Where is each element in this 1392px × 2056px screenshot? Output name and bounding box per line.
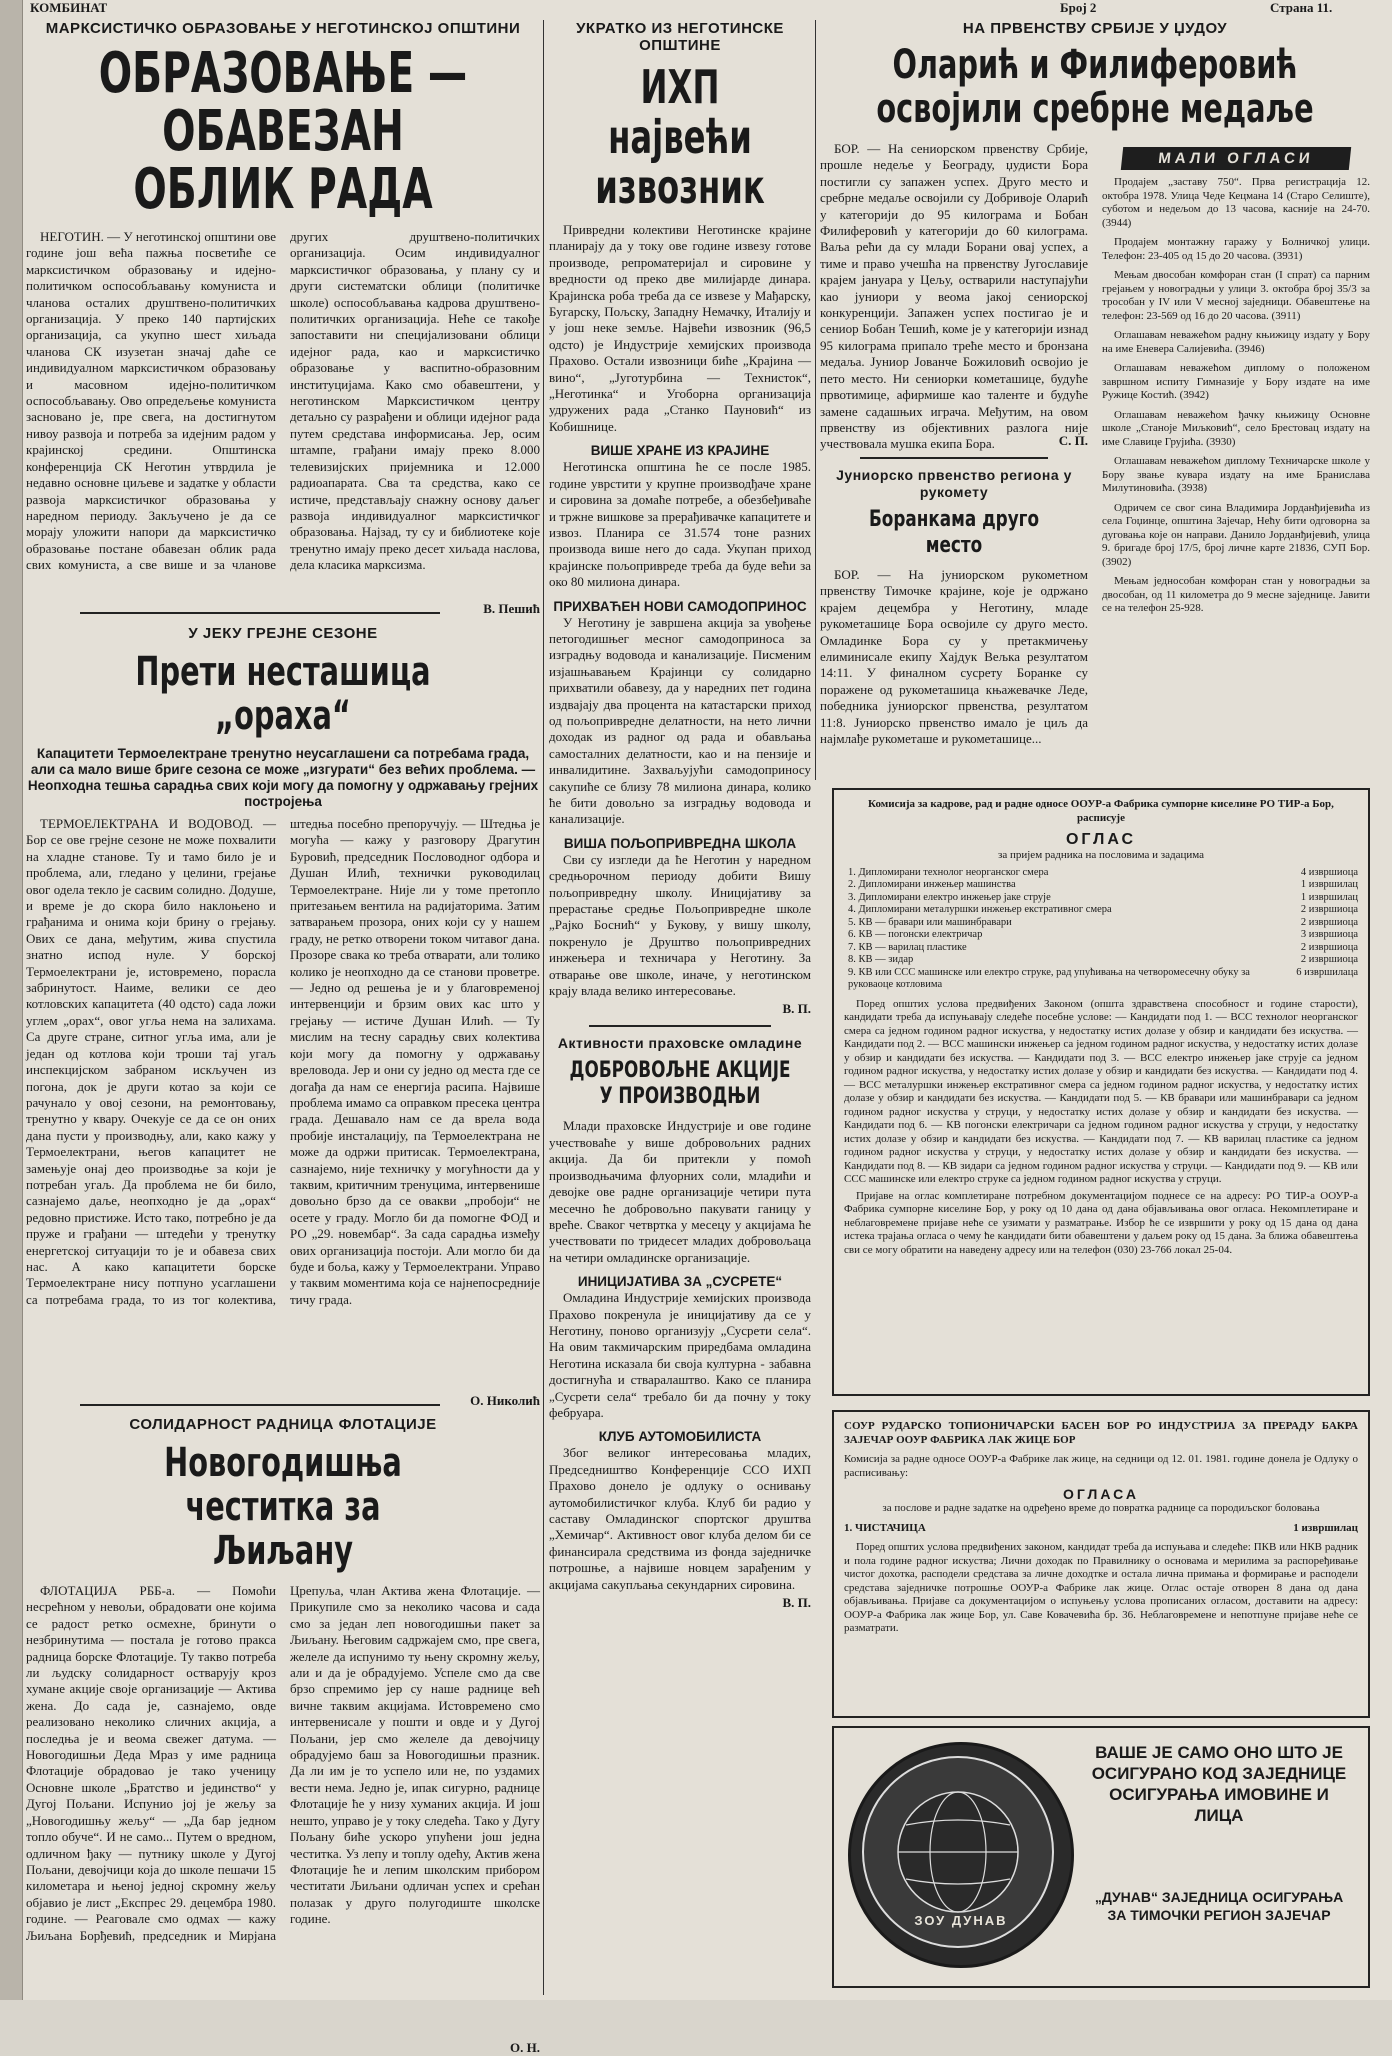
body-text: Привредни колективи Неготинске крајине планирају да у току ове године извезу готове производе, репроматеријал и сировине у вредности од преко две милијарде динара. Крајинска роба треба да се извезе у Мађарску, Бугарску, Пољску, Западну Немачку, Италију и у још неке земље. Највећи извозник (96,5 одсто) је Индустрије хемијских производа Прахово. Остали извозници биће „Крајина — вино“, „Југотурбина — Технисток“, „Неготинка“ и Угоборна организација удружених рада „Станко Пауновић“ из Кобишнице. bbox=[549, 222, 811, 434]
ad-conditions bbox=[844, 998, 1358, 1187]
kicker: Активности праховске омладине bbox=[557, 1035, 803, 1052]
masthead: КОМБИНАТ bbox=[30, 0, 108, 15]
position-label: 9. КВ или ССС машинске или електро струке, рад упућивања на четворомесечну обуку за руковаоце котловима bbox=[848, 966, 1250, 990]
issue-number: Број 2 bbox=[1060, 0, 1097, 15]
position-label: 1. ЧИСТАЧИЦА bbox=[844, 1521, 926, 1534]
position-label: 8. КВ — зидар bbox=[848, 954, 914, 965]
article-export bbox=[549, 20, 811, 435]
kicker: У ЈЕКУ ГРЕЈНЕ СЕЗОНЕ bbox=[188, 625, 378, 642]
classified-item: Мењам једнособан комфоран стан у новоградњи за двособан, од 11 километра до 9 месне заједнице. Јавити се на телефон 25-928. bbox=[1102, 575, 1370, 614]
body-text: БОР. — На сениорском првенству Србије, прошле недеље у Београду, џудисти Бора постигли су запажен успех. Друго место и сребрне медаље освојили су Добривоје Оларић у категорији до 95 килограма и Бобан Филиферовић у категорији до 60 килограма. Ваља рећи да су млади Борани овај успех, а тиме и право учешћа на првенству Југославије крајем јануара у Цељу, остварили наступајући као јуниори у веома јакој сениорској конкуренцији. Запажен успех постигао је и сениор Бобан Тешић, коме је у категорији изнад 95 килограма припало треће место и бронзана медаља. Јуниор Јованче Божиловић освојио је пето место. Ни сениорки кометашице, будуће првотимице, афирмише као таленте и будуће замене садашњих играча. Међутим, на овом првенству из објективних разлога није учествовала мушка екипа Бора. bbox=[820, 141, 1088, 452]
signature: О. Н. bbox=[510, 2040, 540, 2055]
position-count: 1 извршилац bbox=[1300, 891, 1358, 903]
headline: Оларић и Филиферовић освојили сребрне медаље bbox=[876, 42, 1314, 132]
article-initiative bbox=[549, 1274, 811, 1421]
classifieds-title: МАЛИ ОГЛАСИ bbox=[1121, 147, 1351, 170]
position-label: 7. КВ — варилац пластике bbox=[848, 941, 967, 953]
sports-column bbox=[820, 141, 1088, 762]
article-youth bbox=[549, 1035, 811, 1266]
body-text: НЕГОТИН. — У неготинској општини ове године још већа пажња посветиће се марксистичком образовању и идејно-политичком оспособљавању комуниста и чланова осталих друштвено-политичких организација. У преко 140 партијских организација, са укупно шест хиљада чланова СК изузетан значај даће се индивидуалном марксистичком образовању и масовном идејно-политичком оспособљавању. Ово опредељење комуниста засновано је, пре свега, на достигнутом нивоу развоја и потреба за идејним радом у крајинској средини. Општинска конференција СК Неготин утврдила је недавно основне циљеве и задатке у области развоја марксистичког образовања у наредном периоду. Закључено је да се морају уложити напори да марксистичко образовање постане обавезан облик рада свих комуниста, а све више и за чланове других друштвено-политичких организација. Осим индивидуалног марксистичког образовања, у плану су и други систематски облици (политичке школе) оспособљавања кадрова друштвено-политичких организација. Неће се такође запоставити ни специјализовани облици идејног рада, као и марксистичко образовање у васпитно-образовним институцијама. Како смо обавештени, у неготинском Марксистичком центру детаљно су разрађени и облици идејног рада путем средстава информисања. Јер, осим штампе, грађани имају преко 8.000 телевизијских пријемника и 12.000 радиоапарата. Сва та средства, како се истиче, представљају снажну основу даљег развоја индивидуалног марксистичког образовања. Најзад, ту су и библиотеке које тренутно имају преко десет хиљада наслова, дела класика марксизма. bbox=[26, 229, 540, 573]
position-count: 3 извршиоца bbox=[1300, 929, 1358, 940]
headline: ИХП највећи извозник bbox=[595, 60, 765, 214]
job-ad-sulfuric bbox=[832, 788, 1370, 1396]
binding-edge bbox=[0, 0, 23, 2000]
ad-headline: ВАШЕ ЈЕ САМО ОНО ШТО ЈЕ ОСИГУРАНО КОД ЗАЈЕДНИЦЕ ОСИГУРАЊА ИМОВИНЕ И ЛИЦА bbox=[1091, 1743, 1347, 1825]
right-top bbox=[820, 20, 1370, 790]
section-title: КЛУБ АУТОМОБИЛИСТА bbox=[598, 1429, 762, 1445]
headline: Новогодишња честитка за Љиљану bbox=[164, 1440, 402, 1574]
headline: Боранкама друго место bbox=[868, 507, 1040, 558]
job-ad-wire bbox=[832, 1410, 1370, 1718]
article-heating bbox=[26, 625, 540, 1410]
article-body bbox=[549, 1445, 811, 1593]
article-body bbox=[26, 229, 540, 599]
position-label: 2. Дипломирани инжењер машинства bbox=[848, 879, 1016, 890]
ad-footer: „ДУНАВ“ ЗАЈЕДНИЦА ОСИГУРАЊА ЗА ТИМОЧКИ РЕГИОН ЗАЈЕЧАР bbox=[1094, 1889, 1344, 1923]
kicker: НА ПРВЕНСТВУ СРБИЈЕ У ЏУДОУ bbox=[962, 20, 1228, 37]
position-count: 2 извршиоца bbox=[1300, 916, 1358, 928]
body-text: Поред општих услова предвиђених законом, кандидат треба да испуњава и следеће: ПКВ или НКВ радник и пола године радног искуства; Лични доходак по Правилнику о основама и мерилима за распоређивање чистог дохотка, расподели средстава за личне доходтке и остала лична примања и формирање и расподели средстава заједничке потрошње ООУР-а Фабрике лак жице. Оглас остаје отворен 8 дана од дана објављивања. Пријаве са документацијом о испуњењу услова прописаних огласом, доставити на адресу: ООУР-а Фабрика лак жице Бор, ул. Саве Ковачевића бр. 36. Неблаговремене и непотпуне пријаве неће се разматрати. bbox=[844, 1541, 1358, 1634]
position-label: 3. Дипломирани електро инжењер јаке струје bbox=[848, 891, 1051, 903]
article-greeting bbox=[26, 1416, 540, 2055]
position-count: 4 извршиоца bbox=[1300, 866, 1358, 878]
ad-subtitle: за послове и радне задатке на одређено време до повратка раднице са породиљског боловања bbox=[882, 1502, 1320, 1514]
position-count: 2 извршиоца bbox=[1300, 904, 1358, 915]
article-body bbox=[26, 816, 540, 1391]
divider bbox=[80, 1404, 440, 1406]
subhead: Капацитети Термоелектране тренутно неусаглашени са потребама града, али са мало више бриге сезона се може „изгурати“ без већих проблема. — Неопходна тешња сарадња свих који могу да помогну у одржавању грејних постројења bbox=[27, 746, 539, 809]
classified-item: Оглашавам неважећом радну књижицу издату у Бору на име Еневера Салијевића. (3946) bbox=[1102, 329, 1370, 355]
body-text: БОР. — На јуниорском рукометном првенству Тимочке крајине, које је одржано крајем децембра у Неготину, младе рукометашице Бора освојиле су друго место. Омладинке Бора су у претакмичењу елиминисале екипу Хајдук Вељка резултатом 14:11. У финалном сусрету Боранке су поражене од рукометашица књажевачке Леде, победника јуниорског првенства, резултатом 11:8. Јуниорско првенство имало је циљ да најмлађе рукометаше и рукометашице... bbox=[820, 567, 1088, 747]
classifieds-column bbox=[1102, 141, 1370, 762]
position-item bbox=[848, 954, 1358, 967]
ad-body bbox=[844, 1541, 1358, 1636]
position-list bbox=[844, 867, 1358, 992]
body-text: Неготинска општина ће се после 1985. године уврстити у крупне производђаче хране и сировина за домаће потребе, а обезбеђиваће и тржне вишкове за прерађивачке капацитете и извоз. Планира се 31.574 тоне разних производа више него до сада. Укупан приход крајинске пољопривреде треба да буде већи за око 80 милиона динара. bbox=[549, 459, 811, 590]
right-columns bbox=[820, 141, 1370, 762]
article-school bbox=[549, 836, 811, 1018]
article-body bbox=[549, 222, 811, 435]
insurance-ad bbox=[832, 1726, 1370, 1988]
footer-text: Пријаве на оглас комплетиране потребном документацијом поднесе се на адресу: РО ТИР-а ООУР-а Фабрика сумпорне киселине Бор, у року од 10 дана од дана објављивања овог огласа. Некомплетиране и неблаговремене пријаве неће се узимати у разматрање. Избор ће се извршити у року од 15 дана од дана истека трајања огласа о чему ће кандидати бити обавештени у даљем року од 15 дана. За ближа обавештења сви се могу обратити на наведену адресу или на телефон (030) 23-766 локал 25-04. bbox=[844, 1189, 1358, 1256]
position-label: 6. КВ — погонски електричар bbox=[848, 929, 983, 940]
conditions-text: Поред општих услова предвиђених Законом (општа здравствена способност и године старости), кандидати треба да испуњавају следеће посебне услове: — Кандидати под 1. — ВСС технолог неорганског смера са једном годином радног искуства, у недостатку истих долазе у обзир и кандидати без искуства. — Кандидати под 2. — ВСС машински инжењер са једном годином радног искуства, у недостатку истих долазе у обзир и кандидати без искуства. — Кандидати под 3. — ВСС електро инжењер јаке струје са једном годином радног искуства, у недостатку истих долазе у обзир и кандидати без искуства. — Кандидати под 4. — ВСС металуршки инжењер екстративног смера са једном годином радног искуства, у недостатку истих долазе у обзир и кандидати без искуства. — Кандидати под 5. — КВ бравари или машинбравари са једном годином радног искуства у струци, у недостатку истих долазе у обзир и кандидати без искуства. — Кандидати под 6. — КВ погонски електричари са једном годином радног искуства у струци, у недостатку истих долазе у обзир и кандидати без искуства. — Кандидати под 7. — КВ варилац пластике са једном годином радног искуства у струци, у недостатку истих долазе у обзир и кандидати без искуства. — Кандидати под 8. — КВ зидари са једном годином радног искуства у струци. — Кандидати под 9. — КВ или ССС машинске или електро струке са једном годином радног искуства у струци. bbox=[844, 997, 1358, 1185]
body-text: У Неготину је завршена акција за увођење петогодишњег месног самодоприноса за изградњу водовода и канализације. Писменим изјашњавањем Крајинци су солидарно прихватили обавезу, да у наредних пет година издвајају два процента на катастарски приход од пољопривредне делатности, на нето лични доходак из радног од рада и обављања самосталних делатности, као и на пензије и инвалидитине. Захваљујући самодоприносу сакупиће се близу 78 милиона динара, колико ће бити довољно за изградњу водовода и канализације. bbox=[549, 614, 811, 827]
classified-item: Продајем монтажну гаражу у Болничкој улици. Телефон: 23-405 од 15 до 20 часова. (3931) bbox=[1102, 236, 1370, 262]
article-body bbox=[820, 567, 1088, 762]
article-selfcontribution bbox=[549, 599, 811, 828]
body-text: Млади праховске Индустрије и ове године учествоваће у више добровољних радних акција. Да би притекли у помоћ производњачима флуорних соли, младићи и девојке ове радне организације четири пута месечно ће добровољно пакувати ганицу у вреће. Сваког четвртка у месецу у акцијама ће учествовати по тридесет младих добровољаца на четири омладинске организације. bbox=[549, 1118, 811, 1265]
classified-item: Мењам двособан комфоран стан (I спрат) са парним грејањем у новоградњи у улици 3. октобра број 35/3 за трособан у IV или V месној заједници. Обавештење на телефон: 23-569 од 16 до 20 часова. (3911) bbox=[1102, 269, 1370, 322]
position-item bbox=[848, 892, 1358, 905]
article-body bbox=[549, 852, 811, 1000]
position-item bbox=[848, 942, 1358, 955]
body-text: Омладина Индустрије хемијских производа Прахово покренула је иницијативу да се у Неготину, поново организују „Сусрети села“. На овим такмичарским приредбама омладина Неготина исказала би своја културна - забавна достигнућа и стваралаштво. Како се планира „Сусрети села“ требало би да почну у току фебруара. bbox=[549, 1290, 811, 1420]
divider bbox=[80, 612, 440, 614]
signature: С. П. bbox=[1058, 433, 1088, 448]
divider bbox=[860, 457, 1048, 459]
article-body bbox=[549, 1290, 811, 1421]
section-title: ВИША ПОЉОПРИВРЕДНА ШКОЛА bbox=[563, 835, 797, 851]
signature: В. П. bbox=[782, 1001, 811, 1017]
article-body bbox=[820, 141, 1088, 452]
article-body bbox=[549, 1118, 811, 1266]
headline: ОБРАЗОВАЊЕ — ОБАВЕЗАН ОБЛИК РАДА bbox=[98, 41, 468, 222]
headline: ДОБРОВОЉНЕ АКЦИЈЕ У ПРОИЗВОДЊИ bbox=[569, 1058, 791, 1110]
position-item bbox=[848, 917, 1358, 930]
ad-header: СОУР РУДАРСКО ТОПИОНИЧАРСКИ БАСЕН БОР РО ИНДУСТРИЈА ЗА ПРЕРАДУ БАКРА ЗАЈЕЧАР ООУР ФАБРИКА ЛАК ЖИЦЕ БОР bbox=[844, 1420, 1358, 1446]
dunav-logo bbox=[848, 1742, 1074, 1968]
page-number: Страна 11. bbox=[1270, 0, 1333, 15]
kicker: МАРКСИСТИЧКО ОБРАЗОВАЊЕ У НЕГОТИНСКОЈ ОПШТИНИ bbox=[45, 20, 521, 37]
section-title: ИНИЦИЈАТИВА ЗА „СУСРЕТЕ“ bbox=[577, 1274, 783, 1290]
divider bbox=[589, 1025, 771, 1027]
kicker: Јуниорско првенство региона у рукомету bbox=[836, 467, 1072, 500]
ad-footer bbox=[844, 1190, 1358, 1258]
headline: Прети несташица „ораха“ bbox=[135, 649, 431, 739]
position-count: 6 извршилаца bbox=[1296, 966, 1358, 978]
position-label: 5. КВ — бравари или машинбравари bbox=[848, 916, 1012, 928]
article-body bbox=[549, 615, 811, 828]
body-text: ТЕРМОЕЛЕКТРАНА И ВОДОВОД. — Бор се ове грејне сезоне не може похвалити на хладне станове. Ту и тамо било је и проблема, али, гледано у целини, грејање овог одела текло је сасвим солидно. Додуше, и време је до скора било наклоњено и грађанима и онима који брину о грејању. Ових се дана, међутим, жива спустила знатно испод нуле. У борској Термоелектрани је, истовремено, порасла забринутост. Наиме, велики се део котловских капацитета (40 одсто) сада ложи углем „орах“, овог угља нема на залихама. Са друге стране, ситног угља има, али је један од котлова који троши тај угаљ инспекцијском забраном искључен из погона, док је други котао за који се рачунало у овој сезони, на ремонтовању, тренутно у квару. Очекује се да се он оних дана пусти у производњу, али, како кажу у Термоелектрани, његов капацитет не замењује онај део производње за који је потребан угаљ. Да проблема не би било, сазнајемо даље, неопходно је да „орах“ редовно пристиже. Исто тако, потребно је да пруже и грађани — штедећи у тренутку енергетској ситуацији то је и обавеза свих нас. А како капацитети борске Термоелектране нису потпуно усаглашени са потребама града, то из тог колектива, штедња посебно препоручују. — Штедња је могућа — кажу у разговору Драгутин Буровић, председник Пословодног одбора и Душан Илић, технички руководилац Термоелектране. Није ли у томе претопло притезањем вентила на радијаторима. Затим затварањем прозора, оних који су у нашем граду, не ретко отворени током читавог дана. Прозоре свака ко треба отварати, али толико колико је неопходно да се станови проветре. — Једно од решења је и у благовременој интервенцији и брзим ових кас што у грејању — истиче Душан Илић. — Ту мислим на тесну сарадњу свих колектива који могу да помогну у одржавању вреловода. Јер и они су једно од места где се догађа да нам се енергија расипа. Највише проблема имамо са оправком пресека центра града. Дешавало нам се да врела вода пробије инсталацију, па Термоелектрана не може да одржи притисак. Термоелектрана, сазнајемо, није техничку у могућности да у таквим, критичним тренуцима, интервенише довољно брзо да се овакви „пробоји“ не осете у граду. Могло би да помогне ФОД и РО „29. новембар“. За сада сарадња између ових организација постоји. Али могло би да буде и боља, кажу у Термоелектрани. Управо у таквим моментима која се најнепосредније тичу града. bbox=[26, 816, 540, 1307]
position-item bbox=[848, 929, 1358, 942]
article-autoclub bbox=[549, 1429, 811, 1611]
ad-intro: Комисија за кадрове, рад и радне односе ООУР-а Фабрика сумпорне киселине РО ТИР-а Бор, расписује bbox=[868, 798, 1334, 824]
ad-title: ОГЛАС bbox=[1065, 831, 1137, 848]
signature: О. Николић bbox=[470, 1393, 540, 1408]
classified-item: Оглашавам неважећом ђачку књижицу Основне школе „Станоје Миљковић“, село Брестовац издату на име Славице Грујића. (3930) bbox=[1102, 408, 1370, 448]
position-item bbox=[848, 967, 1358, 992]
position-label: 4. Дипломирани металуршки инжењер екстративног смера bbox=[848, 904, 1112, 915]
position-count: 2 извршиоца bbox=[1300, 954, 1358, 965]
section-title: ПРИХВАЋЕН НОВИ САМОДОПРИНОС bbox=[553, 598, 807, 614]
classified-item: Оглашавам неважећом диплому Техничарске школе у Бору звање кувара издату на име Бранислава Милутиновића. (3938) bbox=[1102, 455, 1370, 494]
kicker: СОЛИДАРНОСТ РАДНИЦА ФЛОТАЦИЈЕ bbox=[129, 1416, 437, 1433]
signature: В. Пешић bbox=[483, 601, 540, 616]
article-education bbox=[26, 20, 540, 616]
classifieds-list bbox=[1102, 176, 1370, 616]
column-rule bbox=[543, 20, 544, 1995]
signature: В. П. bbox=[782, 1595, 811, 1611]
position-count: 1 извршилац bbox=[1293, 1521, 1358, 1534]
column-rule bbox=[815, 20, 816, 780]
ad-subtitle: за пријем радника на пословима и задацима bbox=[998, 849, 1204, 861]
article-food bbox=[549, 443, 811, 590]
section-title: ВИШЕ ХРАНЕ ИЗ КРАЈИНЕ bbox=[590, 443, 770, 459]
article-body bbox=[26, 1583, 540, 2038]
body-text: ФЛОТАЦИЈА РББ-а. — Помоћи несрећном у невољи, обрадовати оне којима се радост ретко осмехне, бринути о незбринутима — постала је готово пракса радница борске Флотације. Ту такво потреба ли људску солидарност остварују кроз хумане акције своје организације — Актива жена. До сада је, сазнајемо, овде реализовано неколико сличних акција, а последња је и веома свежег датума. — Новогодишњи Деда Мраз у име радница Флотације обрадовао је тако ученицу Основне школе „Братство и јединство“ у Дугој Пољани. Испунио јој је жељу за „Новогодишњу жељу“ — „Да бар једном топло обуче“. И не само... Путем о вредном, одличном ђаку — путнику школе у Дугој Пољани, девојчици која до школе пешачи 15 километара и њеној једној скромну жељу објавио је лист „Експрес 29. децембра 1980. године. — Реаговале смо одмах — кажу Љиљана Борђевић, председник и Мирјана Црепуља, члан Актива жена Флотације. — Прикупиле смо за неколико часова и сада смо за један леп новогодишњи пакет за Љиљану. Његовим садржајем смо, пре свега, желеле да испунимо ту њену скромну жељу, али и да је обрадујемо. Успеле смо да све брзо спремимо јер су наше раднице већ вичне таквим акцијама. Истовремено смо интервенисале у пошти и овде и у Дугој Пољани, јер смо желеле да девојчицу обрадујемо баш за Новогодишњи празник. Да ли им је то успело или не, по уздамих вести нема. Једно је, ипак сигурно, раднице Флотације ће у низу хуманих акција. И још нешто, управо је у току следећа. Тако у Дугу Пољану биће ускоро упућени још једна честитка. Уз лепу и топлу одећу, Актив жена Флотације ће и лепим школским прибором честитати Љиљани одличан успех и срећан полазак у друго полугодиште школске године. bbox=[26, 1583, 540, 1943]
position-count: 1 извршилац bbox=[1300, 879, 1358, 890]
ad-title: ОГЛАСА bbox=[1063, 1486, 1139, 1502]
classified-item: Оглашавам неважећом диплому о положеном завршном испиту Гимназије у Бору издате на име Ружице Костић. (3942) bbox=[1102, 362, 1370, 401]
classified-item: Одричем се свог сина Владимира Јорданђијевића из села Гоџинце, општина Зајечар, Нећу бити одговорна за дуговања које он направи. Данило Јорданђијевић, улица 9. бригаде број 17/5, број личне карте 21836, СУП Бор. (3902) bbox=[1102, 501, 1370, 568]
article-body bbox=[549, 459, 811, 590]
position-item bbox=[848, 879, 1358, 892]
kicker: УКРАТКО ИЗ НЕГОТИНСКЕ ОПШТИНЕ bbox=[576, 20, 784, 54]
position-item bbox=[848, 867, 1358, 880]
body-text: Сви су изгледи да ће Неготин у наредном средњорочном периоду добити Вишу пољопривредну школу. Иницијативу за прерастање средње Пољопривредне школе „Рајко Боснић“ у Букову, у вишу школу, покренуло је Друштво пољопривредних инжењера и техничара у Неготину. За отварање ове школе, иначе, у неготинском крају влада велико интересовање. bbox=[549, 851, 811, 999]
position-label: 1. Дипломирани технолог неорганског смера bbox=[848, 866, 1049, 878]
middle-column bbox=[549, 20, 811, 1995]
logo-text: ЗОУ ДУНАВ bbox=[914, 1913, 1008, 1928]
position-count: 2 извршиоца bbox=[1300, 941, 1358, 953]
ad-intro: Комисија за радне односе ООУР-а Фабрике лак жице, на седници од 12. 01. 1981. године донела је Одлуку о расписивању: bbox=[844, 1453, 1358, 1479]
classified-item: Продајем „заставу 750“. Прва регистрација 12. октобра 1978. Улица Чеде Кецмана 14 (Старо Селиште), суботом и недељом до 13 часова, касније на 24-70. (3944) bbox=[1102, 176, 1370, 229]
position-item bbox=[848, 904, 1358, 917]
position-row bbox=[844, 1522, 1358, 1536]
body-text: Због великог интересовања младих, Председништво Конференције ССО ИХП Прахово донело је одлуку о оснивању аутомобилистичког клуба. Клуб би радио у саставу Омладинског спортског друштва „Хемичар“. Активност овог клуба делом би се финансирала средствима из фонда заједничке потрошње, а највише новцем зарађеним у акцијама сакупљања секундарних сировина. bbox=[549, 1445, 811, 1592]
